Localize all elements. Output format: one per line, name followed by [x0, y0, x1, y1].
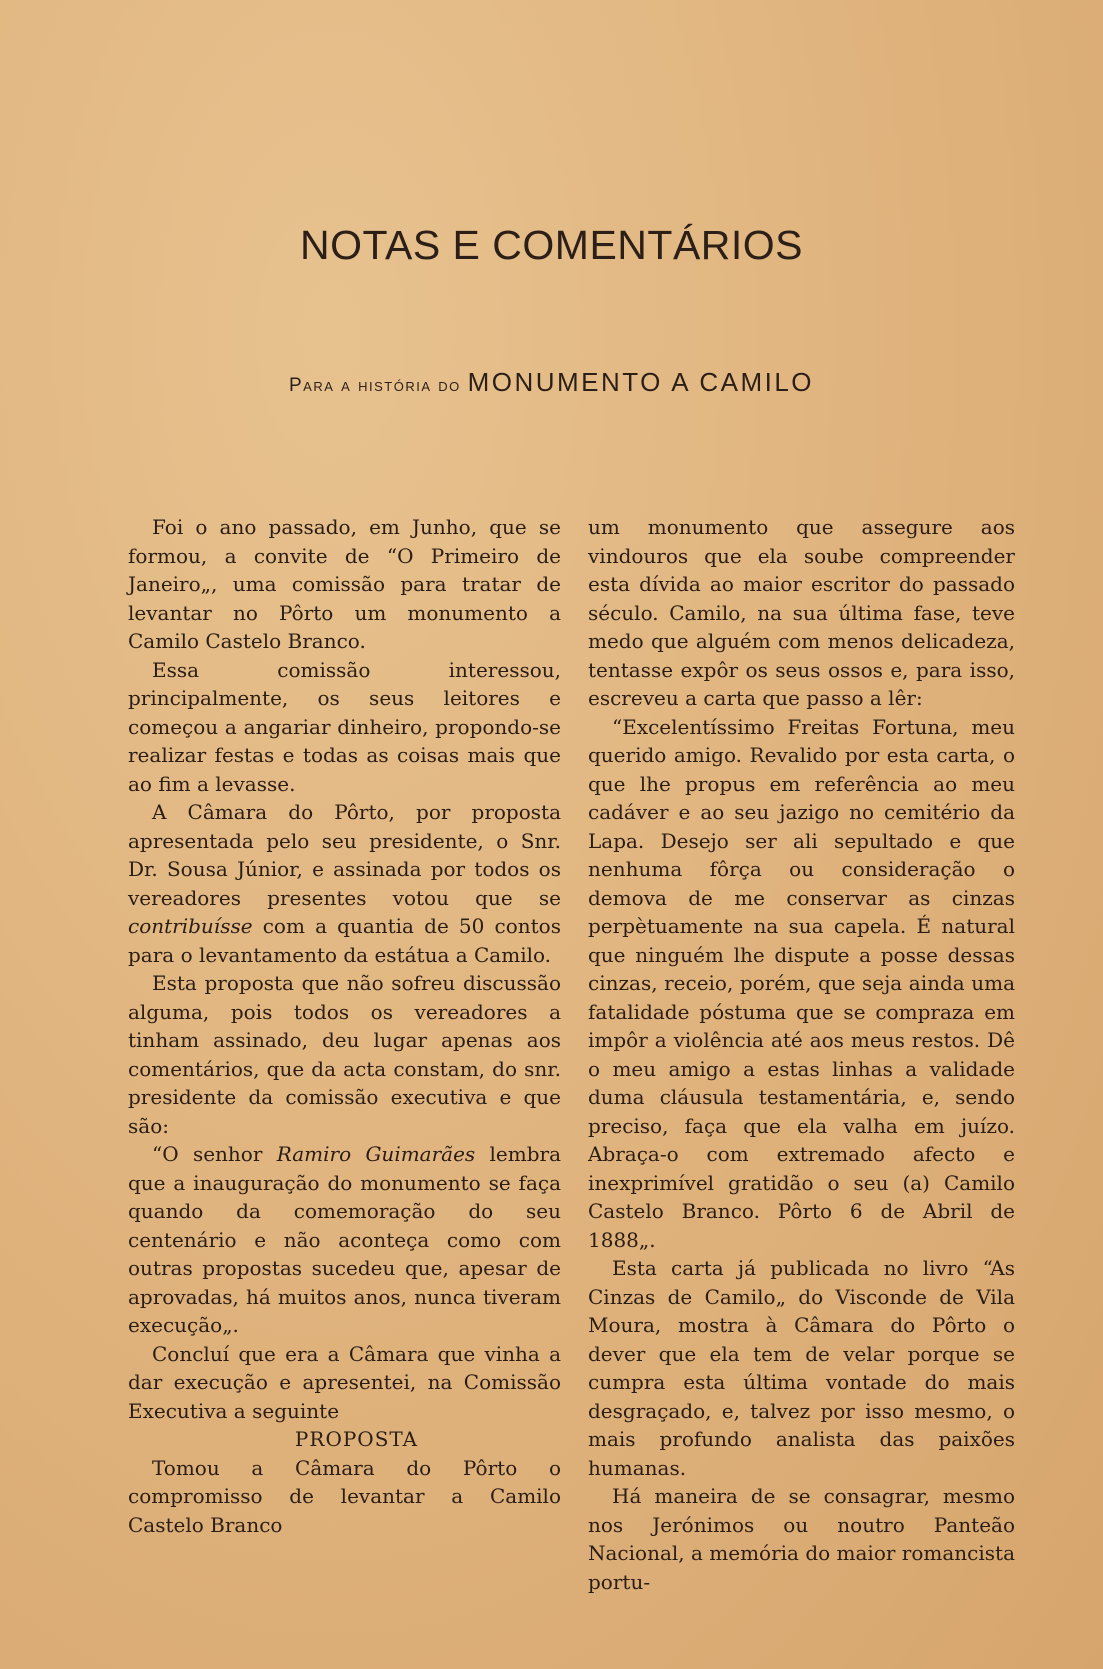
italic-name: Ramiro Guimarães	[276, 1142, 476, 1166]
article-subtitle	[0, 367, 1103, 398]
subtitle-large: MONUMENTO A CAMILO	[467, 367, 815, 397]
text-span: lembra que a inauguração do monumento se faça quando da comemoração do seu centenário e não aconteça como com outras propostas sucedeu que, apesar de aprovadas, há muitos anos, nunca tiveram execução„.	[128, 1142, 561, 1337]
paragraph	[128, 798, 561, 969]
paragraph: Essa comissão interessou, principalmente, os seus leitores e começou a angariar dinheiro, propondo-se realizar festas e todas as coisas mais que ao fim a levasse.	[128, 657, 561, 796]
paragraph: Esta proposta que não sofreu discussão alguma, pois todos os vereadores a tinham assinado, deu lugar apenas aos comentários, que da acta constam, do snr. presidente da comissão executiva e que são:	[128, 971, 561, 1138]
subtitle-small-caps: Para a história do	[288, 375, 461, 396]
paragraph: “Excelentíssimo Freitas Fortuna, meu querido amigo. Revalido por esta carta, o que lhe propus em referência ao meu cadáver e ao seu jazigo no cemitério da Lapa. Desejo ser ali sepultado e que nenhuma fôrça ou consideração o demova de me conservar as cinzas perpètuamente na sua capela. É natural que ninguém lhe dispute a posse dessas cinzas, receio, porém, que seja ainda uma fatalidade póstuma que se compraza em impôr a violência até aos meus restos. Dê o meu amigo a estas linhas a validade duma cláusula testamentária, e, sendo preciso, faça que ela valha em juízo. Abraça-o com extremado afecto e inexprimível gratidão o seu (a) Camilo Castelo Branco. Pôrto 6 de Abril de 1888„.	[588, 714, 1015, 1252]
paragraph: Tomou a Câmara do Pôrto o compromisso de levantar a Camilo Castelo Branco	[128, 1455, 561, 1537]
text-span: com a quantia de 50 contos para o levantamento da estátua a Camilo.	[128, 914, 561, 967]
italic-text: contribuísse	[128, 914, 253, 938]
text-span: A Câmara do Pôrto, por proposta apresentada pelo seu presidente, o Snr. Dr. Sousa Júnior, e assinada por todos os vereadores presentes votou que se	[128, 800, 561, 910]
left-column	[128, 513, 561, 1539]
right-column	[588, 513, 1015, 1596]
paragraph: Há maneira de se consagrar, mesmo nos Jerónimos ou noutro Panteão Nacional, a memória do maior romancista portu-	[588, 1484, 1015, 1594]
text-span: “O senhor	[152, 1142, 277, 1166]
paragraph	[128, 1140, 561, 1340]
paragraph: Esta carta já publicada no livro “As Cinzas de Camilo„ do Visconde de Vila Moura, mostra à Câmara do Pôrto o dever que ela tem de velar porque se cumpra esta última vontade do mais desgraçado, e, talvez por isso mesmo, o mais profundo analista das paixões humanas.	[588, 1256, 1015, 1480]
paragraph: Concluí que era a Câmara que vinha a dar execução e apresentei, na Comissão Executiva a seguinte	[128, 1341, 561, 1423]
paragraph: Foi o ano passado, em Junho, que se formou, a convite de “O Primeiro de Janeiro„, uma comissão para tratar de levantar no Pôrto um monumento a Camilo Castelo Branco.	[128, 515, 561, 653]
proposta-heading: PROPOSTA	[294, 1427, 419, 1451]
page-title: NOTAS E COMENTÁRIOS	[299, 222, 804, 268]
paragraph: um monumento que assegure aos vindouros que ela soube compreender esta dívida ao maior escritor do passado século. Camilo, na sua última fase, teve medo que alguém com menos delicadeza, tentasse expôr os seus ossos e, para isso, escreveu a carta que passo a lêr:	[588, 515, 1015, 710]
